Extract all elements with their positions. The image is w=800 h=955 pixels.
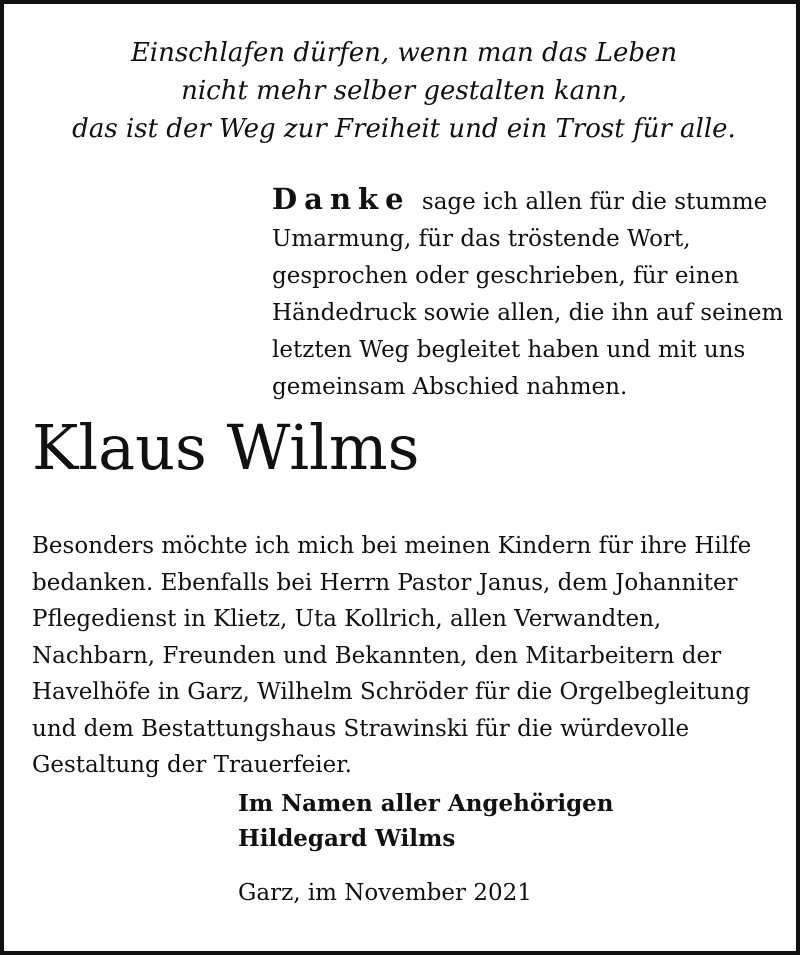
acknowledgement-paragraph xyxy=(32,528,792,784)
body-line: bedanken. Ebenfalls bei Herrn Pastor Janus, dem Johanniter xyxy=(32,569,738,596)
signature-line-family: Im Namen aller Angehörigen xyxy=(238,790,614,817)
body-line: Nachbarn, Freunden und Bekannten, den Mitarbeitern der xyxy=(32,642,722,669)
thanks-line: letzten Weg begleitet haben und mit uns xyxy=(272,337,746,363)
poem-line: Einschlafen dürfen, wenn man das Leben xyxy=(130,38,678,68)
body-line: Gestaltung der Trauerfeier. xyxy=(32,752,352,778)
body-line: Havelhöfe in Garz, Wilhelm Schröder für die Orgelbegleitung xyxy=(32,679,751,705)
deceased-name: Klaus Wilms xyxy=(32,411,420,484)
thanks-line: gemeinsam Abschied nahmen. xyxy=(272,374,628,400)
signature-line-name: Hildegard Wilms xyxy=(238,825,456,852)
poem-line: nicht mehr selber gestalten kann, xyxy=(181,76,627,106)
place-date: Garz, im November 2021 xyxy=(238,880,532,906)
thanks-line: gesprochen oder geschrieben, für einen xyxy=(272,263,740,289)
thanks-paragraph xyxy=(272,181,782,406)
signature-block xyxy=(238,786,614,856)
poem-line: das ist der Weg zur Freiheit und ein Trost für alle. xyxy=(72,114,736,144)
body-line: Besonders möchte ich mich bei meinen Kindern für ihre Hilfe xyxy=(32,533,752,559)
danke-word: Danke xyxy=(272,182,411,216)
body-line: Pflegedienst in Klietz, Uta Kollrich, allen Verwandten, xyxy=(32,606,662,632)
poem-verse xyxy=(4,34,800,148)
body-line: und dem Bestattungshaus Strawinski für die würdevolle xyxy=(32,715,690,742)
thanks-line: Umarmung, für das tröstende Wort, xyxy=(272,226,691,252)
thanks-first-line-rest: sage ich allen für die stumme xyxy=(421,189,768,215)
thanks-first-line xyxy=(272,181,782,221)
thanks-line: Händedruck sowie allen, die ihn auf seinem xyxy=(272,300,784,326)
